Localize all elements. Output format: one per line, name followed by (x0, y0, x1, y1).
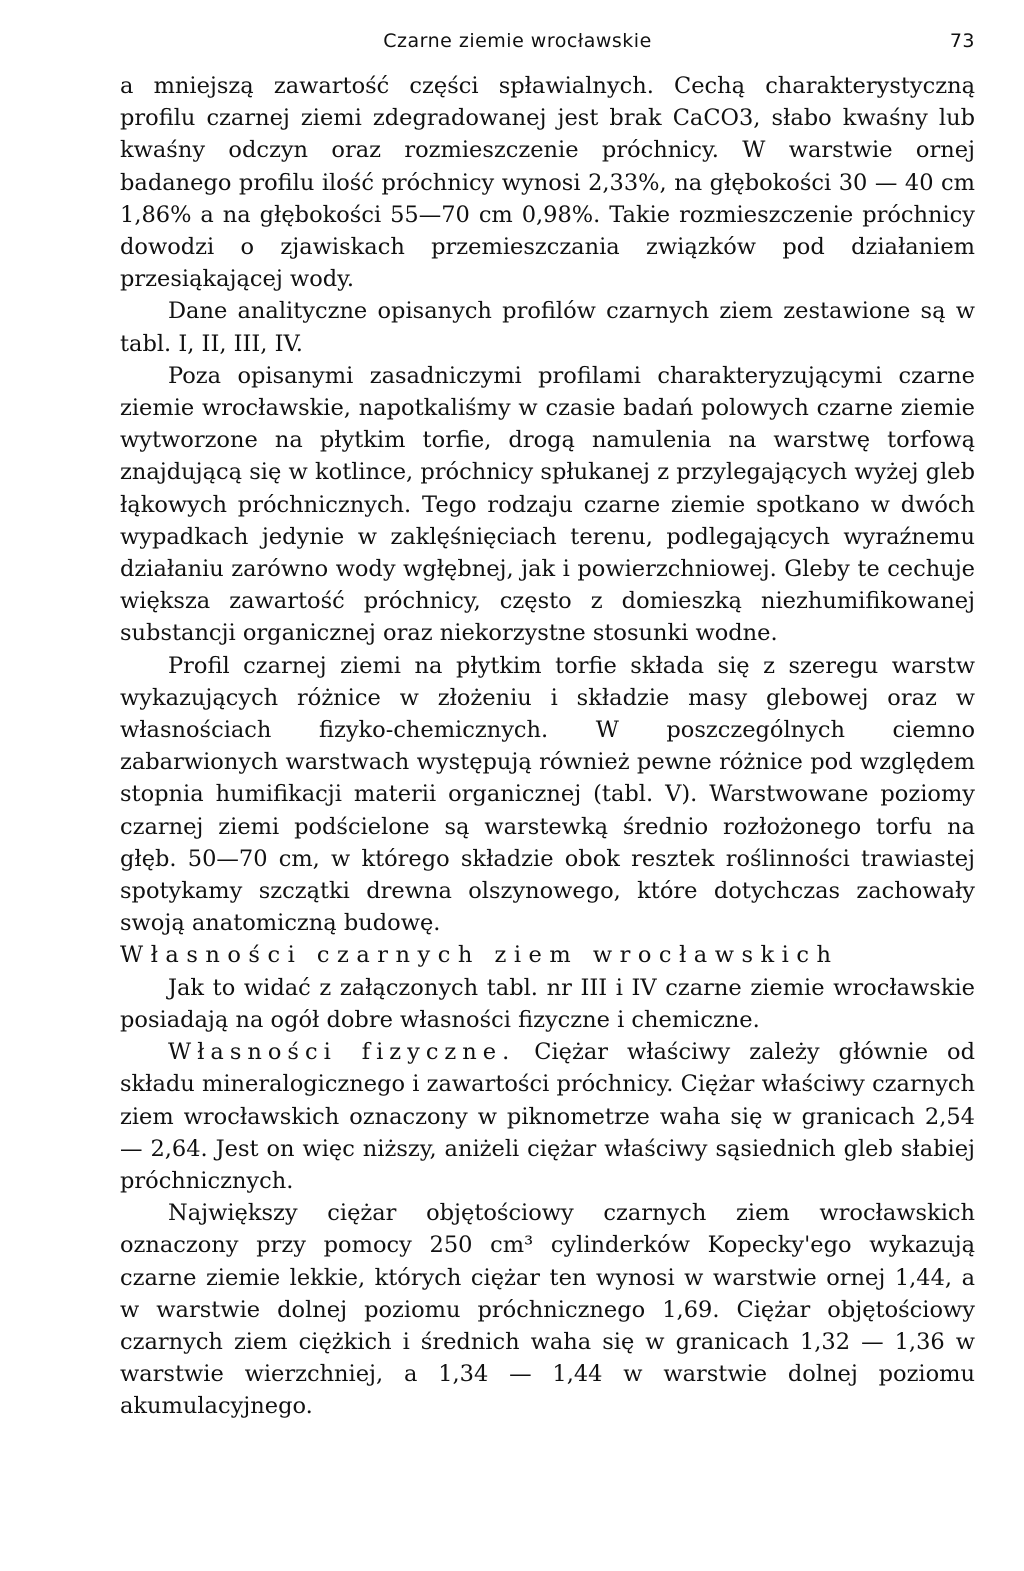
paragraph: Dane analityczne opisanych profilów czarnych ziem zestawione są w tabl. I, II, III, IV. (120, 298, 975, 357)
page-header (120, 30, 975, 70)
subheading: Własności fizyczne. (168, 1039, 516, 1066)
paragraph: Profil czarnej ziemi na płytkim torfie składa się z szeregu warstw wykazujących różnice w złożeniu i składzie masy glebowej oraz w własnościach fizyko-chemicznych. W poszczególnych ciemno zabarwionych warstwach występują również pewne różnice pod względem stopnia humifikacji materii organicznej (tabl. V). Warstwowane poziomy czarnej ziemi podścielone są warstewką średnio rozłożonego torfu na głęb. 50—70 cm, w którego składzie obok resztek roślinności trawiastej spotykamy szczątki drewna olszynowego, które dotychczas zachowały swoją anatomiczną budowę. (120, 652, 975, 937)
subheading-text: Ciężar właściwy zależy głównie od składu mineralogicznego i zawartości próchnicy. Ciężar właściwy czarnych ziem wrocławskich oznaczony w piknometrze waha się w granicach 2,54 — 2,64. Jest on więc niższy, aniżeli ciężar właściwy sąsiednich gleb słabiej próchnicznych. (120, 1039, 975, 1194)
running-title: Czarne ziemie wrocławskie (383, 30, 652, 52)
page-body (120, 70, 975, 1423)
paragraph: a mniejszą zawartość części spławialnych. Cechą charakterystyczną profilu czarnej ziemi zdegradowanej jest brak CaCO3, słabo kwaśny lub kwaśny odczyn oraz rozmieszczenie próchnicy. W warstwie ornej badanego profilu ilość próchnicy wynosi 2,33%, na głębokości 30 — 40 cm 1,86% a na głębokości 55—70 cm 0,98%. Takie rozmieszczenie próchnicy dowodzi o zjawiskach przemieszczania związków pod działaniem przesiąkającej wody. (120, 73, 975, 293)
page-number: 73 (949, 30, 975, 52)
paragraph: Jak to widać z załączonych tabl. nr III i IV czarne ziemie wrocławskie posiadają na ogół dobre własności fizyczne i chemiczne. (120, 974, 975, 1033)
paragraph: Największy ciężar objętościowy czarnych ziem wrocławskich oznaczony przy pomocy 250 cm³ cylinderków Kopecky'ego wykazują czarne ziemie lekkie, których ciężar ten wynosi w warstwie ornej 1,44, a w warstwie dolnej poziomu próchnicznego 1,69. Ciężar objętościowy czarnych ziem ciężkich i średnich waha się w granicach 1,32 — 1,36 w warstwie wierzchniej, a 1,34 — 1,44 w warstwie dolnej poziomu akumulacyjnego. (120, 1200, 975, 1420)
paragraph: Poza opisanymi zasadniczymi profilami charakteryzującymi czarne ziemie wrocławskie, napotkaliśmy w czasie badań polowych czarne ziemie wytworzone na płytkim torfie, drogą namulenia na warstwę torfową znajdującą się w kotlince, próchnicy spłukanej z przylegających wyżej gleb łąkowych próchnicznych. Tego rodzaju czarne ziemie spotkano w dwóch wypadkach jedynie w zaklęśnięciach terenu, podlegających wyraźnemu działaniu zarówno wody wgłębnej, jak i powierzchniowej. Gleby te cechuje większa zawartość próchnicy, często z domieszką niezhumifikowanej substancji organicznej oraz niekorzystne stosunki wodne. (120, 362, 975, 647)
paragraph (120, 1036, 975, 1197)
section-heading: Własności czarnych ziem wrocławskich (120, 942, 839, 969)
document-page (120, 30, 975, 1423)
